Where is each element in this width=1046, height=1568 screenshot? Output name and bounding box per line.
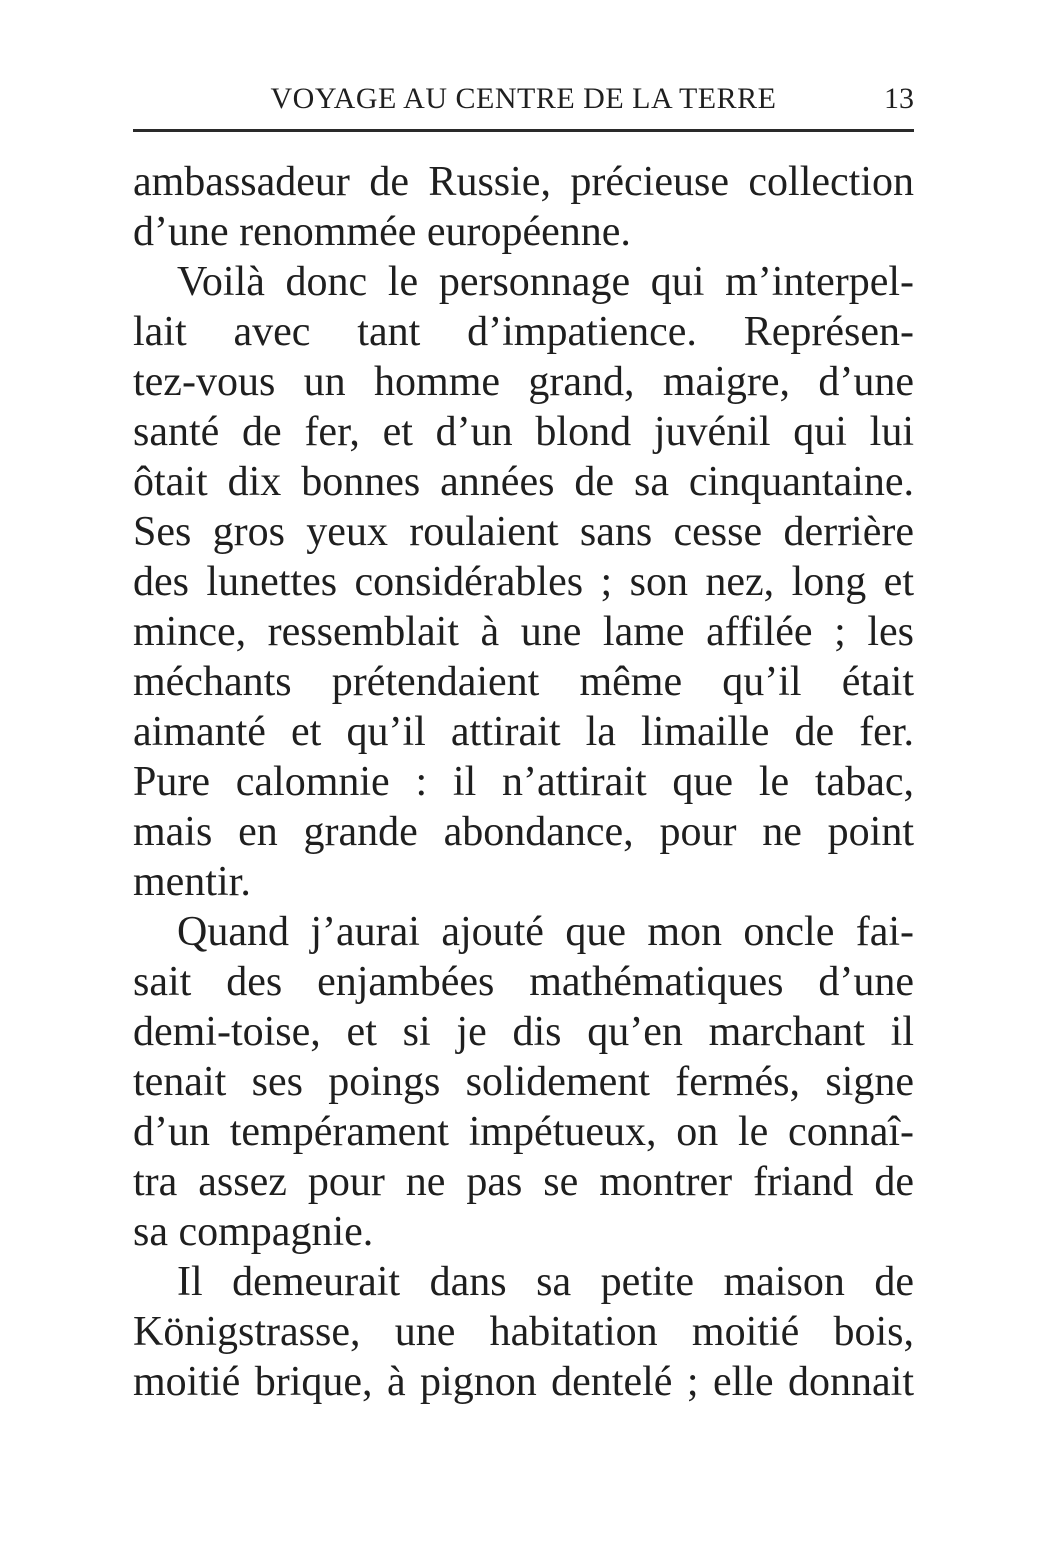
text-line: tez-vous un homme grand, maigre, d’une — [133, 359, 914, 405]
text-line: Quand j’aurai ajouté que mon oncle fai- — [177, 909, 914, 955]
text-line: moitié brique, à pignon dentelé ; elle donnait — [133, 1359, 914, 1405]
text-column — [133, 82, 914, 1407]
text-line: mentir. — [133, 859, 251, 905]
body-text — [133, 157, 914, 1407]
text-line: méchants prétendaient même qu’il était — [133, 659, 914, 705]
text-line: tra assez pour ne pas se montrer friand de — [133, 1159, 914, 1205]
text-line: d’un tempérament impétueux, on le connaî- — [133, 1109, 914, 1155]
text-line: sait des enjambées mathématiques d’une — [133, 959, 914, 1005]
text-line: ambassadeur de Russie, précieuse collection — [133, 159, 914, 205]
text-line: Königstrasse, une habitation moitié bois, — [133, 1309, 914, 1355]
page-number: 13 — [884, 82, 914, 115]
text-line: mais en grande abondance, pour ne point — [133, 809, 914, 855]
text-line: Il demeurait dans sa petite maison de — [177, 1259, 914, 1305]
header-rule — [133, 129, 914, 132]
text-line: tenait ses poings solidement fermés, signe — [133, 1059, 914, 1105]
text-line: Ses gros yeux roulaient sans cesse derrière — [133, 509, 914, 555]
running-title: VOYAGE AU CENTRE DE LA TERRE — [270, 82, 777, 115]
text-line: ôtait dix bonnes années de sa cinquantaine. — [133, 459, 914, 505]
text-line: Voilà donc le personnage qui m’interpel- — [177, 259, 914, 305]
text-line: d’une renommée européenne. — [133, 209, 631, 255]
text-line: demi-toise, et si je dis qu’en marchant il — [133, 1009, 914, 1055]
page-header — [133, 82, 914, 116]
text-line: mince, ressemblait à une lame affilée ; les — [133, 609, 914, 655]
text-line: des lunettes considérables ; son nez, long et — [133, 559, 914, 605]
text-line: lait avec tant d’impatience. Représen- — [133, 309, 914, 355]
text-line: santé de fer, et d’un blond juvénil qui lui — [133, 409, 914, 455]
text-line: sa compagnie. — [133, 1209, 374, 1255]
text-line: Pure calomnie : il n’attirait que le tabac, — [133, 759, 914, 805]
text-line: aimanté et qu’il attirait la limaille de fer. — [133, 709, 914, 755]
